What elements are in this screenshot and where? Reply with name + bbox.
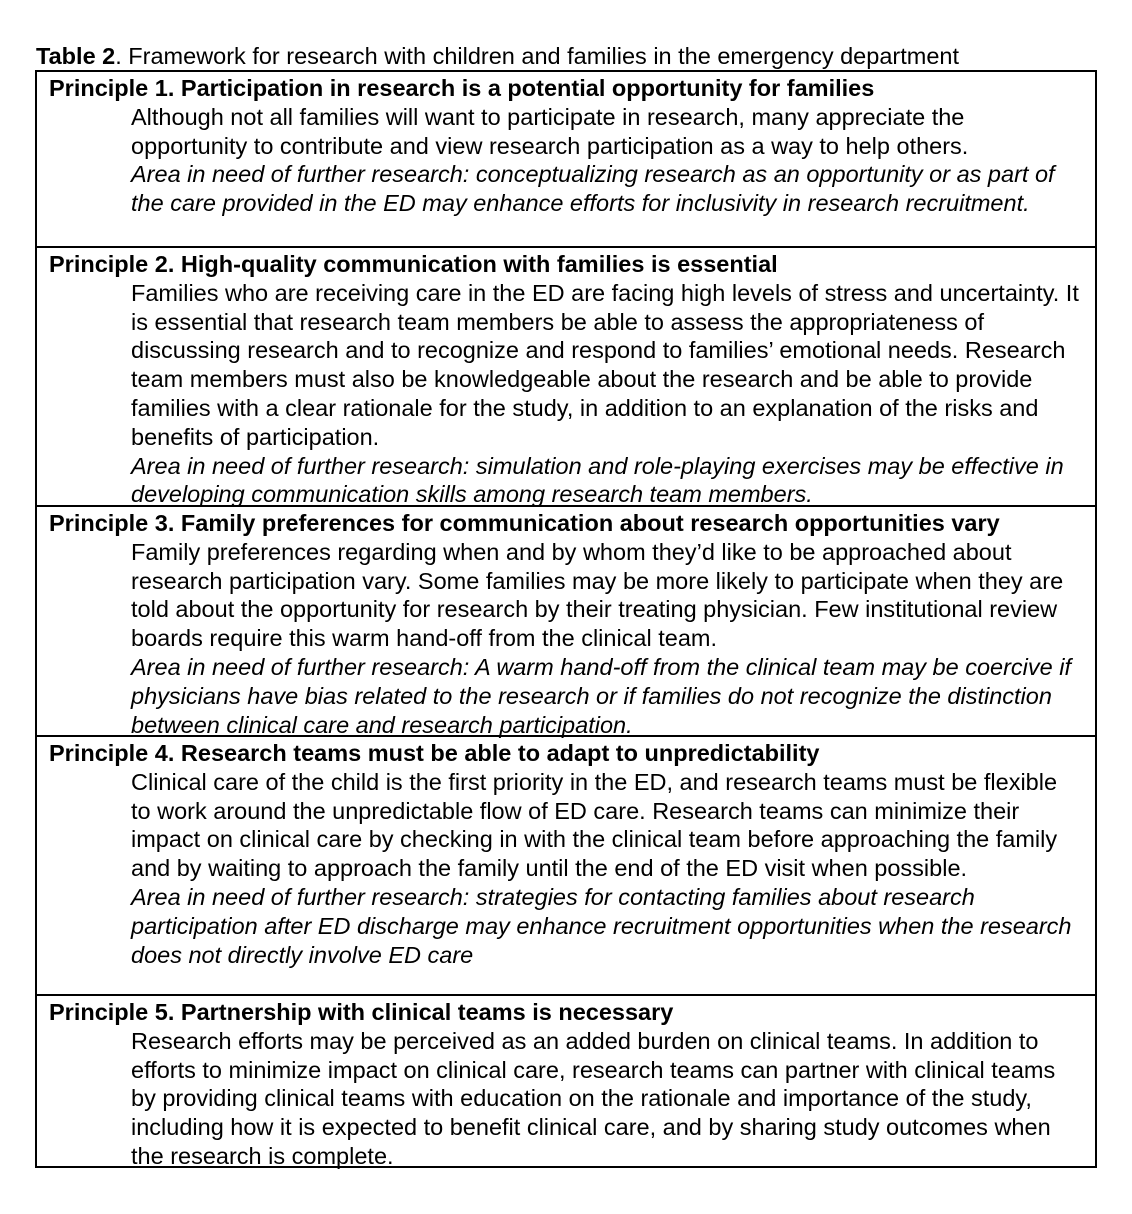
principle-heading: Principle 3. Family preferences for communication about research opportunities vary — [49, 510, 1000, 536]
principle-description: Family preferences regarding when and by whom they’d like to be approached about research participation vary. Some families may be more likely to participate when they are told about the opportunity for research by their treating physician. Few institutional review boards require this warm hand-off from the clinical team. — [131, 538, 1064, 652]
further-research-note: Area in need of further research: A warm hand-off from the clinical team may be coercive if physicians have bias related to the research or if families do not recognize the distinction between clinical care and research participation. — [131, 653, 1071, 738]
principle-row-1 — [37, 72, 1095, 246]
principle-heading: Principle 1. Participation in research is a potential opportunity for families — [49, 75, 875, 101]
framework-table — [35, 70, 1097, 1168]
table-caption — [36, 42, 959, 70]
table-caption-text: . Framework for research with children and families in the emergency department — [115, 43, 959, 69]
principle-row-4 — [37, 735, 1095, 994]
further-research-note: Area in need of further research: simulation and role-playing exercises may be effective in developing communication skills among research team members. — [131, 452, 1064, 508]
principle-row-5 — [37, 994, 1095, 1169]
principle-row-3 — [37, 505, 1095, 738]
principle-heading: Principle 4. Research teams must be able to adapt to unpredictability — [49, 740, 820, 766]
principle-description: Clinical care of the child is the first priority in the ED, and research teams must be flexible to work around the unpredictable flow of ED care. Research teams can minimize their impact on clinical care by checking in with the clinical team before approaching the family and by waiting to approach the family until the end of the ED visit when possible. — [131, 768, 1058, 882]
principle-heading: Principle 2. High-quality communication with families is essential — [49, 251, 778, 277]
principle-description: Although not all families will want to participate in research, many appreciate the opportunity to contribute and view research participation as a way to help others. — [131, 103, 969, 159]
principle-heading: Principle 5. Partnership with clinical teams is necessary — [49, 999, 674, 1025]
principle-description: Families who are receiving care in the ED are facing high levels of stress and uncertainty. It is essential that research team members be able to assess the appropriateness of discussing research and to recognize and respond to families’ emotional needs. Research team members must also be knowledgeable about the research and be able to provide families with a clear rationale for the study, in addition to an explanation of the risks and benefits of participation. — [131, 279, 1079, 450]
further-research-note: Area in need of further research: conceptualizing research as an opportunity or as part of the care provided in the ED may enhance efforts for inclusivity in research recruitment. — [131, 161, 1055, 217]
principle-row-2 — [37, 246, 1095, 508]
principle-description: Research efforts may be perceived as an added burden on clinical teams. In addition to efforts to minimize impact on clinical care, research teams can partner with clinical teams by providing clinical teams with education on the rationale and importance of the study, including how it is expected to benefit clinical care, and by sharing study outcomes when the research is complete. — [131, 1027, 1056, 1169]
table-caption-label: Table 2 — [36, 43, 116, 69]
further-research-note: Area in need of further research: strategies for contacting families about research participation after ED discharge may enhance recruitment opportunities when the research does not directly involve ED care — [131, 883, 1072, 968]
